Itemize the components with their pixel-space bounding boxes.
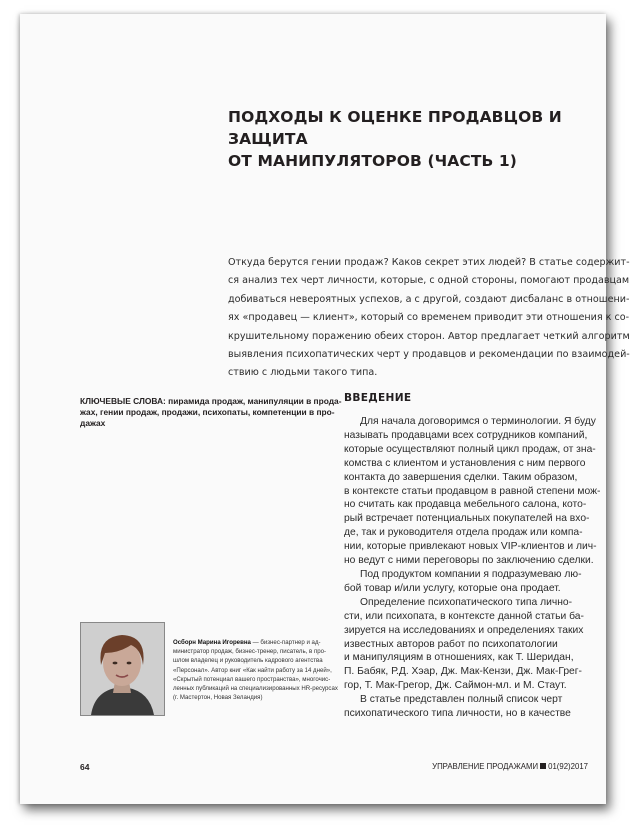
body-line: которые осуществляют полный цикл продаж, от зна- [344, 443, 596, 455]
author-bio-line: министратор продаж, бизнес-тренер, писатель, в про- [173, 648, 327, 656]
keywords-line: жах, гении продаж, продажи, психопаты, компетенции в про- [80, 407, 335, 418]
title-line: ОТ МАНИПУЛЯТОРОВ (ЧАСТЬ 1) [228, 152, 517, 170]
author-bio-line: шлом владелец и руководитель кадрового агентства [173, 657, 323, 665]
body-line: де, так и руководителя отдела продаж или компа- [344, 527, 583, 539]
body-line: и манипуляциям в отношениях, как Т. Шеридан, [344, 652, 574, 664]
journal-footer [432, 762, 588, 771]
body-line: нии, которые привлекают новых VIP-клиентов и лич- [344, 541, 597, 553]
body-line: бой товар и/или услугу, которые она продает. [344, 582, 561, 594]
body-line: психопатического типа личности, но в качестве [344, 708, 571, 720]
lead-line: ствию с людьми такого типа. [228, 367, 378, 379]
body-line: контакта до завершения сделки. Таким образом, [344, 471, 578, 483]
article-lead [228, 254, 630, 383]
body-line: известных авторов работ по психопатологии [344, 638, 558, 650]
author-bio-line: (г. Мастертон, Новая Зеландия) [173, 694, 263, 702]
keywords-block [80, 396, 342, 430]
lead-line: выявления психопатических черт у продавцов и рекомендации по взаимодей- [228, 349, 630, 361]
body-line: П. Бабяк, Р.Д. Хэар, Дж. Мак-Кензи, Дж. Мак-Грег- [344, 666, 582, 678]
author-name: Осборн Марина Игоревна [173, 639, 251, 646]
body-line: гор, Т. Мак-Грегор, Дж. Саймон-мл. и М. Стаут. [344, 680, 567, 692]
body-line: комства с клиентом и установления с ним первого [344, 457, 586, 469]
body-line: но ведут с ними переговоры по заключению сделки. [344, 555, 594, 567]
body-line: Под продуктом компании я подразумеваю лю- [360, 568, 582, 580]
author-bio-line: ленных публикаций на специализированных HR-ресурсах [173, 685, 338, 693]
body-line: Для начала договоримся о терминологии. Я буду [360, 416, 596, 427]
body-line: зируется на исследованиях и определениях таких [344, 624, 584, 636]
body-line: в контексте статьи продавцом в равной степени мож- [344, 485, 601, 497]
lead-line: Откуда берутся гении продаж? Каков секрет этих людей? В статье содержит- [228, 257, 630, 268]
author-bio [173, 638, 338, 702]
keywords-line: КЛЮЧЕВЫЕ СЛОВА: пирамида продаж, манипуляции в прода- [80, 396, 342, 406]
lead-line: ях «продавец — клиент», который со временем приводит эти отношения к со- [228, 312, 630, 324]
lead-line: добиваться невероятных успехов, а с другой, создают дисбаланс в отношени- [228, 293, 630, 305]
lead-line: ся анализ тех черт личности, которые, с одной стороны, помогают продавцам [228, 275, 630, 287]
body-text [344, 415, 601, 721]
keywords-line: дажах [80, 418, 106, 429]
journal-name: УПРАВЛЕНИЕ ПРОДАЖАМИ [432, 762, 539, 771]
page-number: 64 [80, 762, 90, 772]
author-bio-first-line [173, 638, 333, 647]
article-title [228, 106, 588, 172]
body-line: сти, или психопата, в контексте данной статьи ба- [344, 610, 584, 622]
body-line: называть продавцами всех сотрудников компаний, [344, 429, 588, 441]
author-bio-line: «Персонал». Автор книг «Как найти работу за 14 дней», [173, 666, 332, 674]
body-line: Определение психопатического типа лично- [360, 596, 573, 608]
author-bio-line: «Скрытый потенциал вашего пространства», многочис- [173, 675, 331, 683]
lead-line: крушительному поражению обеих сторон. Автор предлагает четкий алгоритм [228, 330, 630, 342]
author-bio-text: — бизнес-партнер и ад- [250, 639, 321, 646]
title-line: ПОДХОДЫ К ОЦЕНКЕ ПРОДАВЦОВ И ЗАЩИТА [228, 108, 562, 148]
author-photo [80, 622, 165, 716]
body-line: рый встречает потенциальных покупателей на вхо- [344, 513, 590, 525]
section-heading: ВВЕДЕНИЕ [344, 392, 412, 404]
issue-number: 01(92)2017 [548, 762, 588, 771]
journal-page [20, 14, 630, 804]
body-line: но считать как продавца мебельного салона, кото- [344, 499, 587, 511]
body-line: В статье представлен полный список черт [360, 694, 563, 706]
square-separator-icon [540, 763, 546, 769]
